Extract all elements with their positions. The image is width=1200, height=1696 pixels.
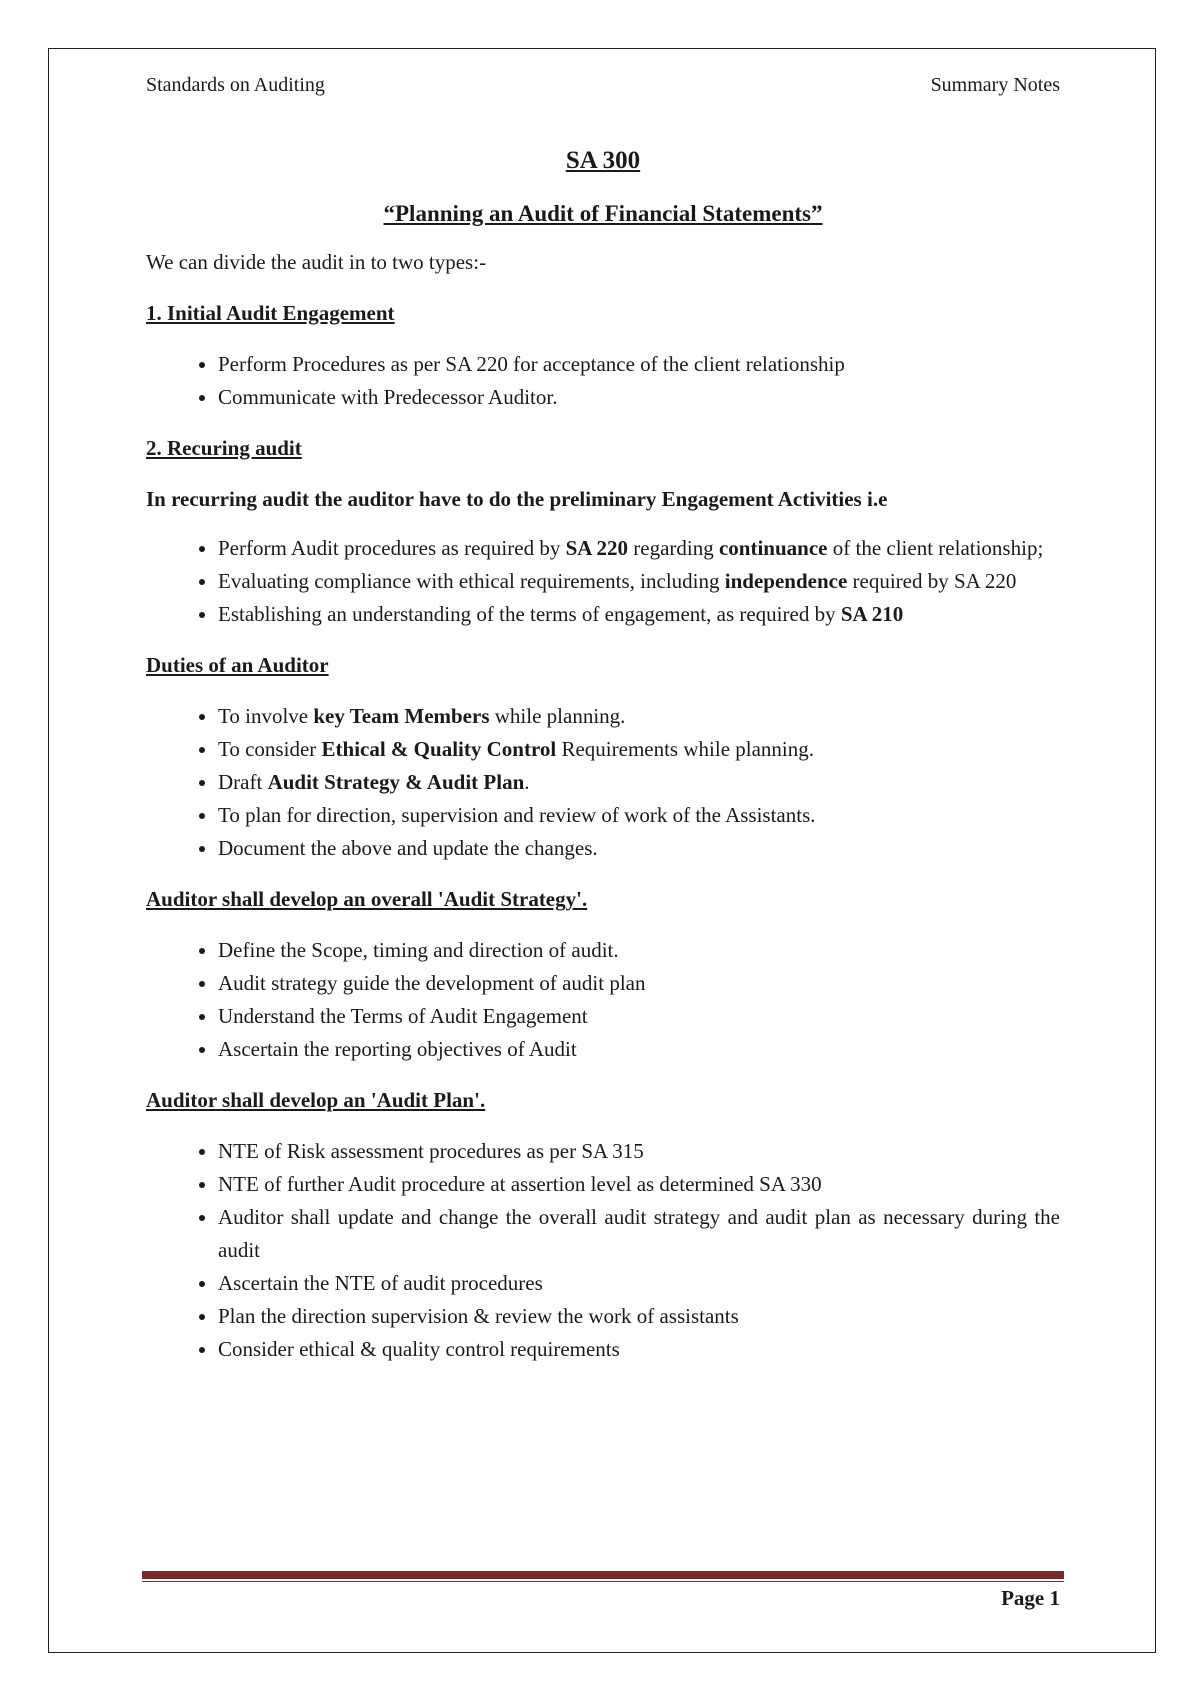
section2-list xyxy=(146,532,1060,631)
list-item: • Consider ethical & quality control requirements xyxy=(218,1333,1060,1366)
list-item: • Communicate with Predecessor Auditor. xyxy=(218,381,1060,414)
duties-list xyxy=(146,700,1060,865)
list-item: • Understand the Terms of Audit Engagement xyxy=(218,1000,1060,1033)
list-item: • Draft Audit Strategy & Audit Plan. xyxy=(218,766,1060,799)
header-left-title: Standards on Auditing xyxy=(146,74,325,96)
list-item: • Plan the direction supervision & review the work of assistants xyxy=(218,1300,1060,1333)
list-item: • Auditor shall update and change the overall audit strategy and audit plan as necessary during the audit xyxy=(218,1201,1060,1267)
document-body xyxy=(146,140,1060,1384)
list-item: • Document the above and update the changes. xyxy=(218,832,1060,865)
header-right-title: Summary Notes xyxy=(930,74,1060,96)
document-title: SA 300 xyxy=(565,147,641,174)
list-item: • To consider Ethical & Quality Control Requirements while planning. xyxy=(218,733,1060,766)
list-item: • Evaluating compliance with ethical requirements, including independence required by SA 220 xyxy=(218,565,1060,598)
plan-list xyxy=(146,1135,1060,1366)
section1-heading: 1. Initial Audit Engagement xyxy=(146,301,395,325)
list-item: • To plan for direction, supervision and review of work of the Assistants. xyxy=(218,799,1060,832)
list-item: • Ascertain the NTE of audit procedures xyxy=(218,1267,1060,1300)
section2-heading: 2. Recuring audit xyxy=(146,436,302,460)
duties-heading: Duties of an Auditor xyxy=(146,653,329,677)
page-number: Page 1 xyxy=(1001,1586,1060,1610)
intro-text: We can divide the audit in to two types:- xyxy=(146,250,487,274)
list-item: • Perform Procedures as per SA 220 for acceptance of the client relationship xyxy=(218,348,1060,381)
strategy-list xyxy=(146,934,1060,1066)
document-subtitle: “Planning an Audit of Financial Statements” xyxy=(383,201,823,226)
list-item: • NTE of further Audit procedure at assertion level as determined SA 330 xyxy=(218,1168,1060,1201)
list-item: • Ascertain the reporting objectives of Audit xyxy=(218,1033,1060,1066)
list-item: • Establishing an understanding of the terms of engagement, as required by SA 210 xyxy=(218,598,1060,631)
list-item: • Define the Scope, timing and direction of audit. xyxy=(218,934,1060,967)
section2-lead: In recurring audit the auditor have to do the preliminary Engagement Activities i.e xyxy=(146,487,888,511)
list-item: • NTE of Risk assessment procedures as per SA 315 xyxy=(218,1135,1060,1168)
footer-rule xyxy=(142,1571,1064,1579)
plan-heading: Auditor shall develop an 'Audit Plan'. xyxy=(146,1088,486,1112)
list-item: • To involve key Team Members while planning. xyxy=(218,700,1060,733)
list-item: • Audit strategy guide the development of audit plan xyxy=(218,967,1060,1000)
strategy-heading: Auditor shall develop an overall 'Audit Strategy'. xyxy=(146,887,588,911)
section1-list xyxy=(146,348,1060,414)
list-item: • Perform Audit procedures as required by SA 220 regarding continuance of the client relationship; xyxy=(218,532,1060,565)
footer-rule-thin xyxy=(142,1581,1064,1582)
